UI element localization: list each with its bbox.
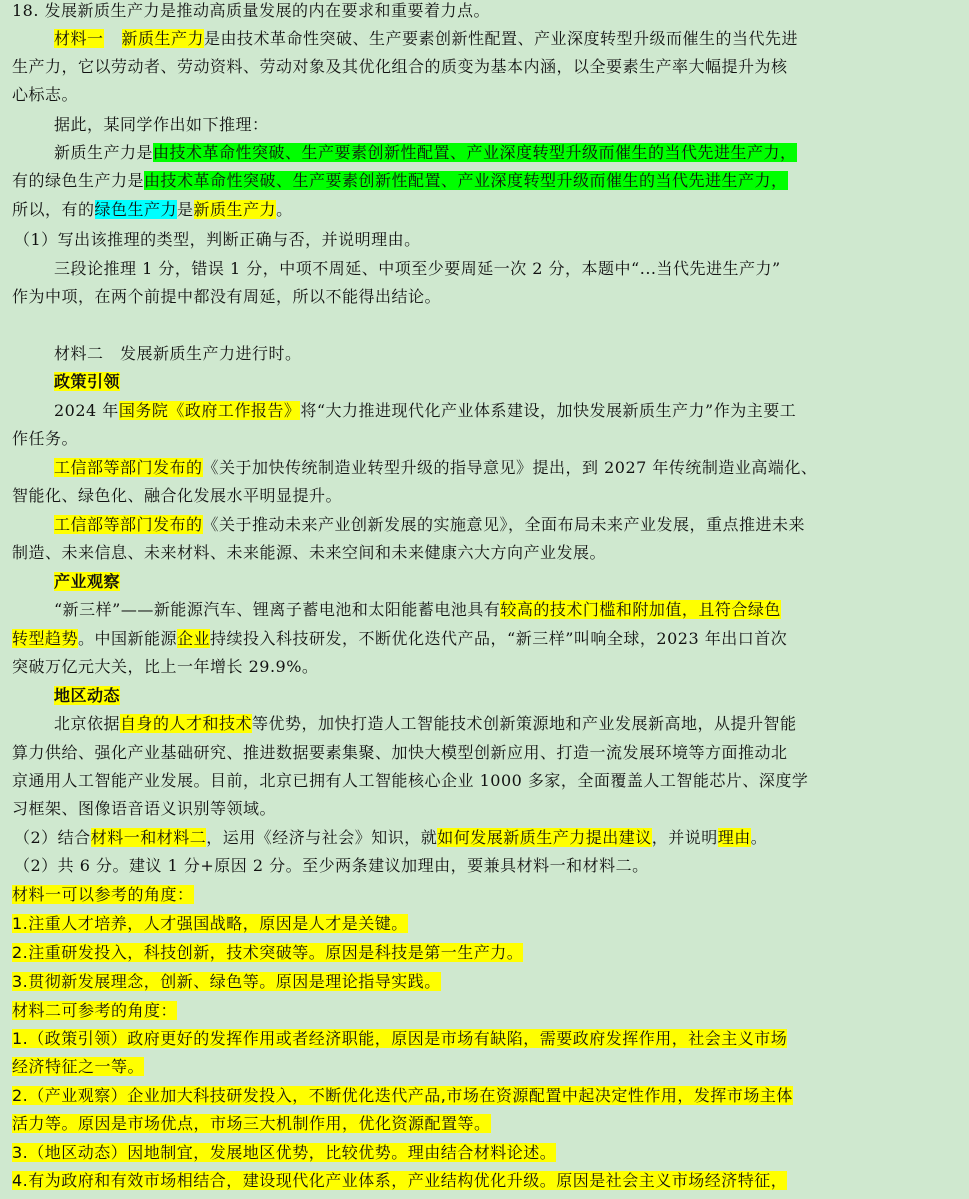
policy-paragraph-3-cont: 制造、未来信息、未来材料、未来能源、未来空间和未来健康六大方向产业发展。: [12, 543, 607, 562]
policy-paragraph-2: 工信部等部门发布的《关于加快传统制造业转型升级的指导意见》提出，到 2027 年传统制造业高端化、: [54, 458, 818, 477]
policy-paragraph-1-cont: 作任务。: [12, 429, 79, 448]
new-productivity-highlight: 新质生产力: [193, 200, 277, 219]
question-title: 18. 发展新质生产力是推动高质量发展的内在要求和重要着力点。: [12, 1, 491, 20]
material-one-line-3: 心标志。: [12, 85, 79, 104]
answer-item: 1.注重人才培养，人才强国战略，原因是人才是关键。: [12, 914, 408, 933]
material-one-line-2: 生产力，它以劳动者、劳动资料、劳动对象及其优化组合的质变为基本内涵，以全要素生产率大幅提升为核: [12, 57, 788, 76]
policy-paragraph-3: 工信部等部门发布的《关于推动未来产业创新发展的实施意见》，全面布局未来产业发展，重点推进未来: [54, 515, 806, 534]
industry-paragraph: “新三样”——新能源汽车、锂离子蓄电池和太阳能蓄电池具有较高的技术门槛和附加值，且符合绿色: [54, 600, 781, 619]
question-2-scoring: （2）共 6 分。建议 1 分+原因 2 分。至少两条建议加理由，要兼具材料一和材料二。: [14, 856, 649, 875]
industry-paragraph-cont-2: 突破万亿元大关，比上一年增长 29.9%。: [12, 657, 319, 676]
green-productivity-highlight: 绿色生产力: [94, 200, 178, 219]
region-paragraph-cont-2: 京通用人工智能产业发展。目前，北京已拥有人工智能核心企业 1000 多家，全面覆盖人工智能芯片、深度学: [12, 771, 809, 790]
industry-paragraph-cont-1: 转型趋势。中国新能源企业持续投入科技研发，不断优化迭代产品，“新三样”叫响全球，2023 年出口首次: [12, 629, 788, 648]
middle-term-highlight-2: 由技术革命性突破、生产要素创新性配置、产业深度转型升级而催生的当代先进生产力，: [144, 171, 788, 190]
answer-1-line-1: 三段论推理 1 分，错误 1 分，中项不周延、中项至少要周延一次 2 分，本题中“...当代先进生产力”: [54, 259, 781, 278]
reasoning-intro: 据此，某同学作出如下推理：: [54, 115, 269, 134]
section-industry-title: 产业观察: [54, 572, 121, 591]
section-region-title: 地区动态: [54, 686, 121, 705]
region-paragraph-cont-3: 习框架、图像语音语义识别等领域。: [12, 799, 277, 818]
material-two-heading: 材料二 发展新质生产力进行时。: [54, 344, 302, 363]
answer-item: 2.（产业观察）企业加大科技研发投入，不断优化迭代产品,市场在资源配置中起决定性作用，发挥市场主体: [12, 1086, 793, 1105]
answer-item-cont: 经济特征之一等。: [12, 1057, 145, 1076]
material-one-line-1: 材料一 新质生产力是由技术革命性突破、生产要素创新性配置、产业深度转型升级而催生的当代先进: [54, 29, 799, 48]
answer-item: 2.注重研发投入，科技创新，技术突破等。原因是科技是第一生产力。: [12, 943, 524, 962]
answer-item-cont: 活力等。原因是市场优点，市场三大机制作用，优化资源配置等。: [12, 1114, 491, 1133]
answer-item: 4.有为政府和有效市场相结合，建设现代化产业体系，产业结构优化升级。原因是社会主义市场经济特征，: [12, 1171, 788, 1190]
material-one-label: 材料一: [54, 29, 104, 48]
major-premise: 新质生产力是由技术革命性突破、生产要素创新性配置、产业深度转型升级而催生的当代先进生产力，: [54, 143, 797, 162]
question-1: （1）写出该推理的类型，判断正确与否，并说明理由。: [14, 230, 421, 249]
question-2: （2）结合材料一和材料二，运用《经济与社会》知识，就如何发展新质生产力提出建议，并说明理由。: [14, 828, 768, 847]
answers-material-one-heading: 材料一可以参考的角度：: [12, 885, 194, 904]
region-paragraph-cont-1: 算力供给、强化产业基础研究、推进数据要素集聚、加快大模型创新应用、打造一流发展环境等方面推动北: [12, 743, 788, 762]
minor-premise: 有的绿色生产力是由技术革命性突破、生产要素创新性配置、产业深度转型升级而催生的当代先进生产力，: [12, 171, 788, 190]
answer-item: 3.（地区动态）因地制宜，发展地区优势，比较优势。理由结合材料论述。: [12, 1143, 557, 1162]
answer-item: 3.贯彻新发展理念，创新、绿色等。原因是理论指导实践。: [12, 972, 441, 991]
answers-material-two-heading: 材料二可参考的角度：: [12, 1001, 178, 1020]
middle-term-highlight-1: 由技术革命性突破、生产要素创新性配置、产业深度转型升级而催生的当代先进生产力，: [153, 143, 797, 162]
new-productivity-term: 新质生产力: [121, 29, 205, 48]
policy-paragraph-2-cont: 智能化、绿色化、融合化发展水平明显提升。: [12, 486, 343, 505]
section-policy-title: 政策引领: [54, 372, 121, 391]
region-paragraph: 北京依据自身的人才和技术等优势，加快打造人工智能技术创新策源地和产业发展新高地，从提升智能: [54, 714, 797, 733]
answer-1-line-2: 作为中项，在两个前提中都没有周延，所以不能得出结论。: [12, 287, 442, 306]
conclusion: 所以，有的绿色生产力是新质生产力。: [12, 200, 293, 219]
answer-item: 1.（政策引领）政府更好的发挥作用或者经济职能，原因是市场有缺陷，需要政府发挥作用，社会主义市场: [12, 1029, 788, 1048]
policy-paragraph-1: 2024 年国务院《政府工作报告》将“大力推进现代化产业体系建设，加快发展新质生产力”作为主要工: [54, 401, 797, 420]
